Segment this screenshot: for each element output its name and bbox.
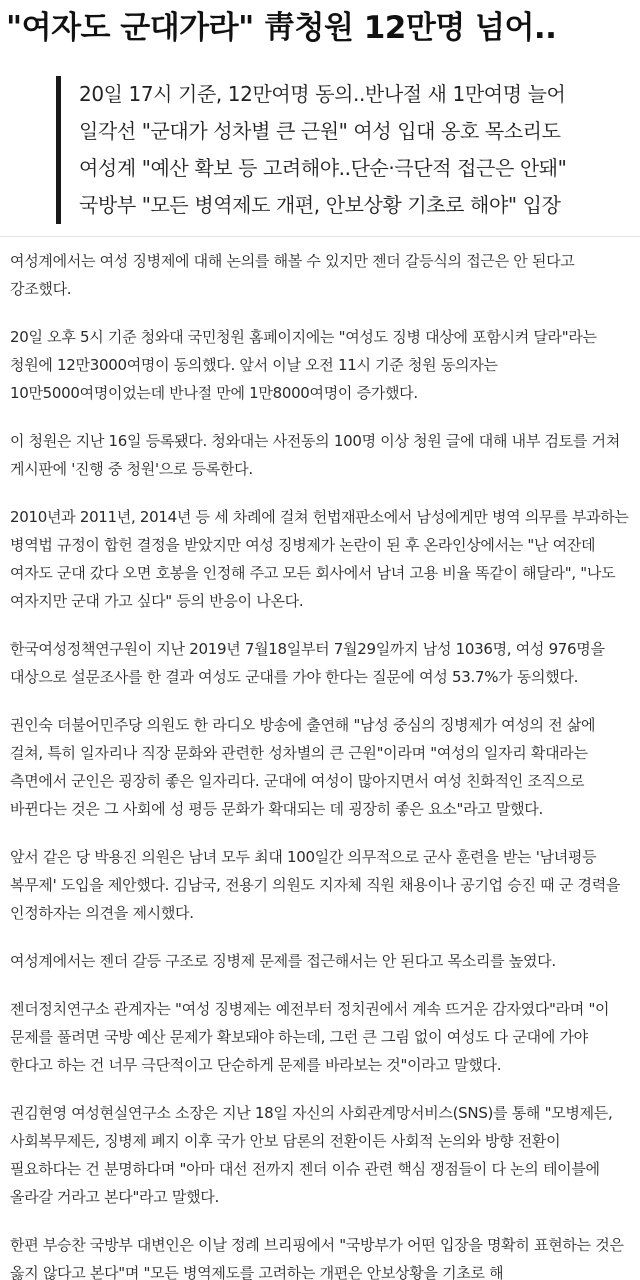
article-headline: "여자도 군대가라" 靑청원 12만명 넘어.. — [6, 10, 557, 46]
article-paragraph: 젠더정치연구소 관계자는 "여성 징병제는 예전부터 정치권에서 계속 뜨거운 감자였다"라며 "이 문제를 풀려면 국방 예산 문제가 확보돼야 하는데, 그런 큰 그림 없이 여성도 다 군대에 가야 한다고 하는 건 너무 극단적이고 단순하게 문제를 바라보는 것"이라고 말했다. — [10, 1000, 610, 1074]
summary-line: 여성계 "예산 확보 등 고려해야..단순·극단적 접근은 안돼" — [79, 156, 567, 180]
article-paragraph: 한편 부승찬 국방부 대변인은 이날 정례 브리핑에서 "국방부가 어떤 입장을 명확히 표현하는 것은 옳지 않다고 본다"며 "모든 병역제도를 고려하는 개편은 안보상황을 기초로 해 — [10, 1236, 624, 1280]
divider — [0, 236, 640, 237]
article-paragraph: 2010년과 2011년, 2014년 등 세 차례에 걸쳐 헌법재판소에서 남성에게만 병역 의무를 부과하는 병역법 규정이 합헌 결정을 받았지만 여성 징병제가 논란이 된 후 온라인상에서는 "난 여잔데 여자도 군대 갔다 오면 호봉을 인정해 주고 모든 회사에서 남녀 고용 비율 똑같이 해달라", "나도 여자지만 군대 가고 싶다" 등의 반응이 나온다. — [10, 508, 629, 610]
summary-line: 20일 17시 기준, 12만여명 동의..반나절 새 1만여명 늘어 — [79, 82, 566, 106]
article-paragraph: 앞서 같은 당 박용진 의원은 남녀 모두 최대 100일간 의무적으로 군사 훈련을 받는 '남녀평등 복무제' 도입을 제안했다. 김남국, 전용기 의원도 지자체 직원 채용이나 공기업 승진 때 군 경력을 인정하자는 의견을 제시했다. — [10, 848, 621, 922]
article-paragraph: 한국여성정책연구원이 지난 2019년 7월18일부터 7월29일까지 남성 1036명, 여성 976명을 대상으로 설문조사를 한 결과 여성도 군대를 가야 한다는 질문에 여성 53.7%가 동의했다. — [10, 640, 605, 686]
article-paragraph: 이 청원은 지난 16일 등록됐다. 청와대는 사전동의 100명 이상 청원 글에 대해 내부 검토를 거쳐 게시판에 '진행 중 청원'으로 등록한다. — [10, 432, 620, 478]
article-body — [0, 247, 640, 1280]
article-paragraph: 여성계에서는 여성 징병제에 대해 논의를 해볼 수 있지만 젠더 갈등식의 접근은 안 된다고 강조했다. — [10, 252, 575, 298]
summary-line: 일각선 "군대가 성차별 큰 근원" 여성 입대 옹호 목소리도 — [79, 119, 561, 143]
article-paragraph: 20일 오후 5시 기준 청와대 국민청원 홈페이지에는 "여성도 징병 대상에 포함시켜 달라"라는 청원에 12만3000여명이 동의했다. 앞서 이날 오전 11시 기준 청원 동의자는 10만5000여명이었는데 반나절 만에 1만8000여명이 증가했다. — [10, 328, 597, 402]
article-summary — [56, 76, 624, 224]
summary-line: 국방부 "모든 병역제도 개편, 안보상황 기초로 해야" 입장 — [79, 193, 561, 217]
article-paragraph: 권김현영 여성현실연구소 소장은 지난 18일 자신의 사회관계망서비스(SNS)를 통해 "모병제든, 사회복무제든, 징병제 폐지 이후 국가 안보 담론의 전환이든 사회적 논의와 방향 전환이 필요하다는 건 분명하다며 "아마 대선 전까지 젠더 이슈 관련 핵심 쟁점들이 다 논의 테이블에 올라갈 거라고 본다"라고 말했다. — [10, 1104, 613, 1206]
article-paragraph: 권인숙 더불어민주당 의원도 한 라디오 방송에 출연해 "남성 중심의 징병제가 여성의 전 삶에 걸쳐, 특히 일자리나 직장 문화와 관련한 성차별의 큰 근원"이라며 "여성의 일자리 확대라는 측면에서 군인은 굉장히 좋은 일자리다. 군대에 여성이 많아지면서 여성 친화적인 조직으로 바뀐다는 것은 그 사회에 성 평등 문화가 확대되는 데 굉장히 좋은 요소"라고 말했다. — [10, 716, 596, 818]
article-paragraph: 여성계에서는 젠더 갈등 구조로 징병제 문제를 접근해서는 안 된다고 목소리를 높였다. — [10, 952, 556, 970]
